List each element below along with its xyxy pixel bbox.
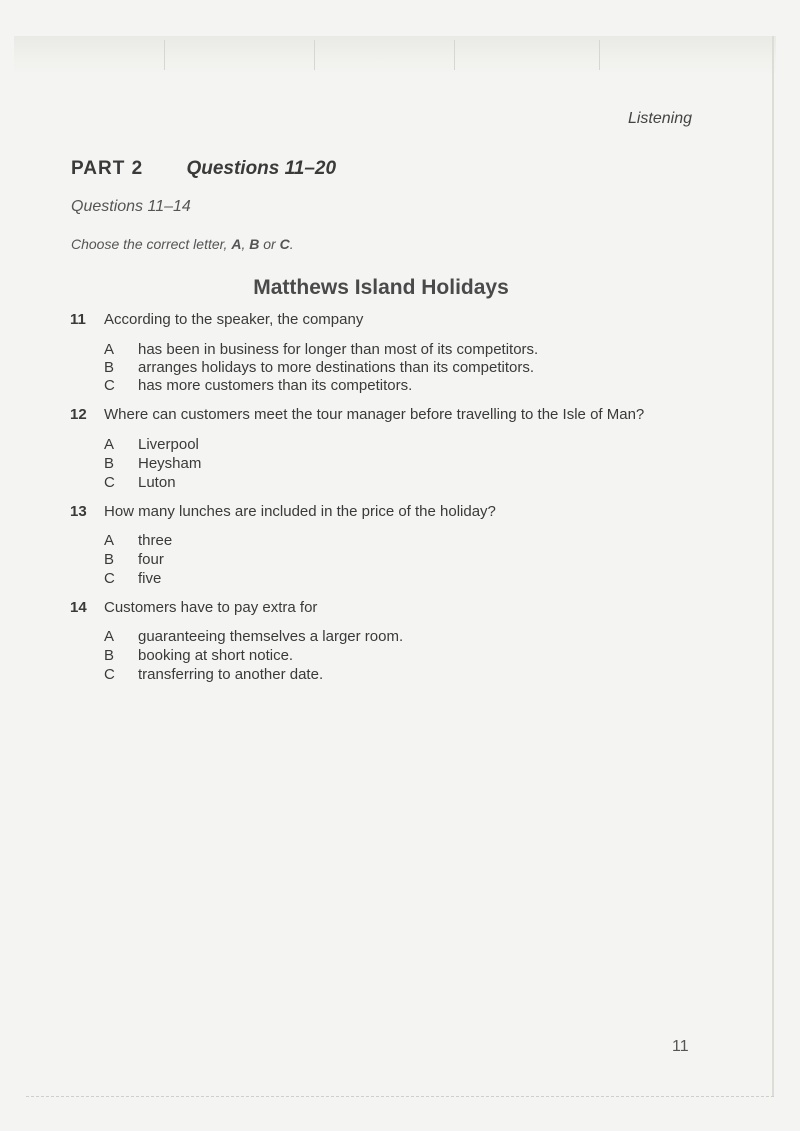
instruction-letter-a: A (231, 236, 242, 252)
question-text: Where can customers meet the tour manager before travelling to the Isle of Man? (104, 406, 645, 423)
section-title: Matthews Island Holidays (253, 276, 509, 299)
option-letter: B (104, 647, 115, 664)
option-letter: A (104, 436, 115, 453)
question-group-heading: Questions 11–14 (71, 198, 191, 215)
question-text: Customers have to pay extra for (104, 599, 318, 616)
option-letter: B (104, 455, 115, 472)
question-number: 13 (70, 503, 87, 520)
option-text: three (138, 532, 173, 549)
scan-seam (164, 40, 165, 70)
option-letter: C (104, 666, 115, 683)
option-letter: A (104, 532, 115, 549)
option-letter: A (104, 628, 115, 645)
instruction-letter-b: B (249, 236, 260, 252)
option-text: arranges holidays to more destinations than its competitors. (138, 359, 535, 376)
question-number: 12 (70, 406, 87, 423)
option-text: guaranteeing themselves a larger room. (138, 628, 404, 645)
option-text: Heysham (138, 455, 202, 472)
question-number: 11 (70, 311, 86, 328)
part-heading (71, 158, 336, 180)
page-number: 11 (672, 1038, 689, 1055)
scan-artifact-bottom (26, 1088, 774, 1097)
option-letter: B (104, 359, 115, 376)
scan-artifact-right (772, 36, 774, 1096)
instruction-letter-c: C (279, 236, 290, 252)
scan-seam (599, 40, 600, 70)
option-text: has been in business for longer than most of its competitors. (138, 341, 539, 358)
option-text: Luton (138, 474, 176, 491)
option-text: has more customers than its competitors. (138, 377, 413, 394)
scan-seam (454, 40, 455, 70)
option-text: five (138, 570, 162, 587)
question-text: According to the speaker, the company (104, 311, 364, 328)
option-text: Liverpool (138, 436, 199, 453)
instruction-separator: , (241, 236, 250, 252)
part-label: PART 2 (71, 158, 144, 179)
option-letter: C (104, 377, 115, 394)
instruction-text: Choose the correct letter, (71, 236, 232, 252)
part-question-range: Questions 11–20 (186, 158, 337, 179)
option-letter: C (104, 570, 115, 587)
option-letter: C (104, 474, 115, 491)
question-text: How many lunches are included in the price of the holiday? (104, 503, 496, 520)
instruction (71, 236, 294, 252)
option-text: booking at short notice. (138, 647, 294, 664)
option-text: transferring to another date. (138, 666, 324, 683)
scan-seam (314, 40, 315, 70)
option-letter: B (104, 551, 115, 568)
question-number: 14 (70, 599, 87, 616)
scan-artifact-top (14, 36, 776, 76)
option-text: four (138, 551, 164, 568)
section-header: Listening (627, 110, 692, 127)
instruction-text: . (289, 236, 294, 252)
option-letter: A (104, 341, 115, 358)
instruction-separator: or (259, 236, 280, 252)
